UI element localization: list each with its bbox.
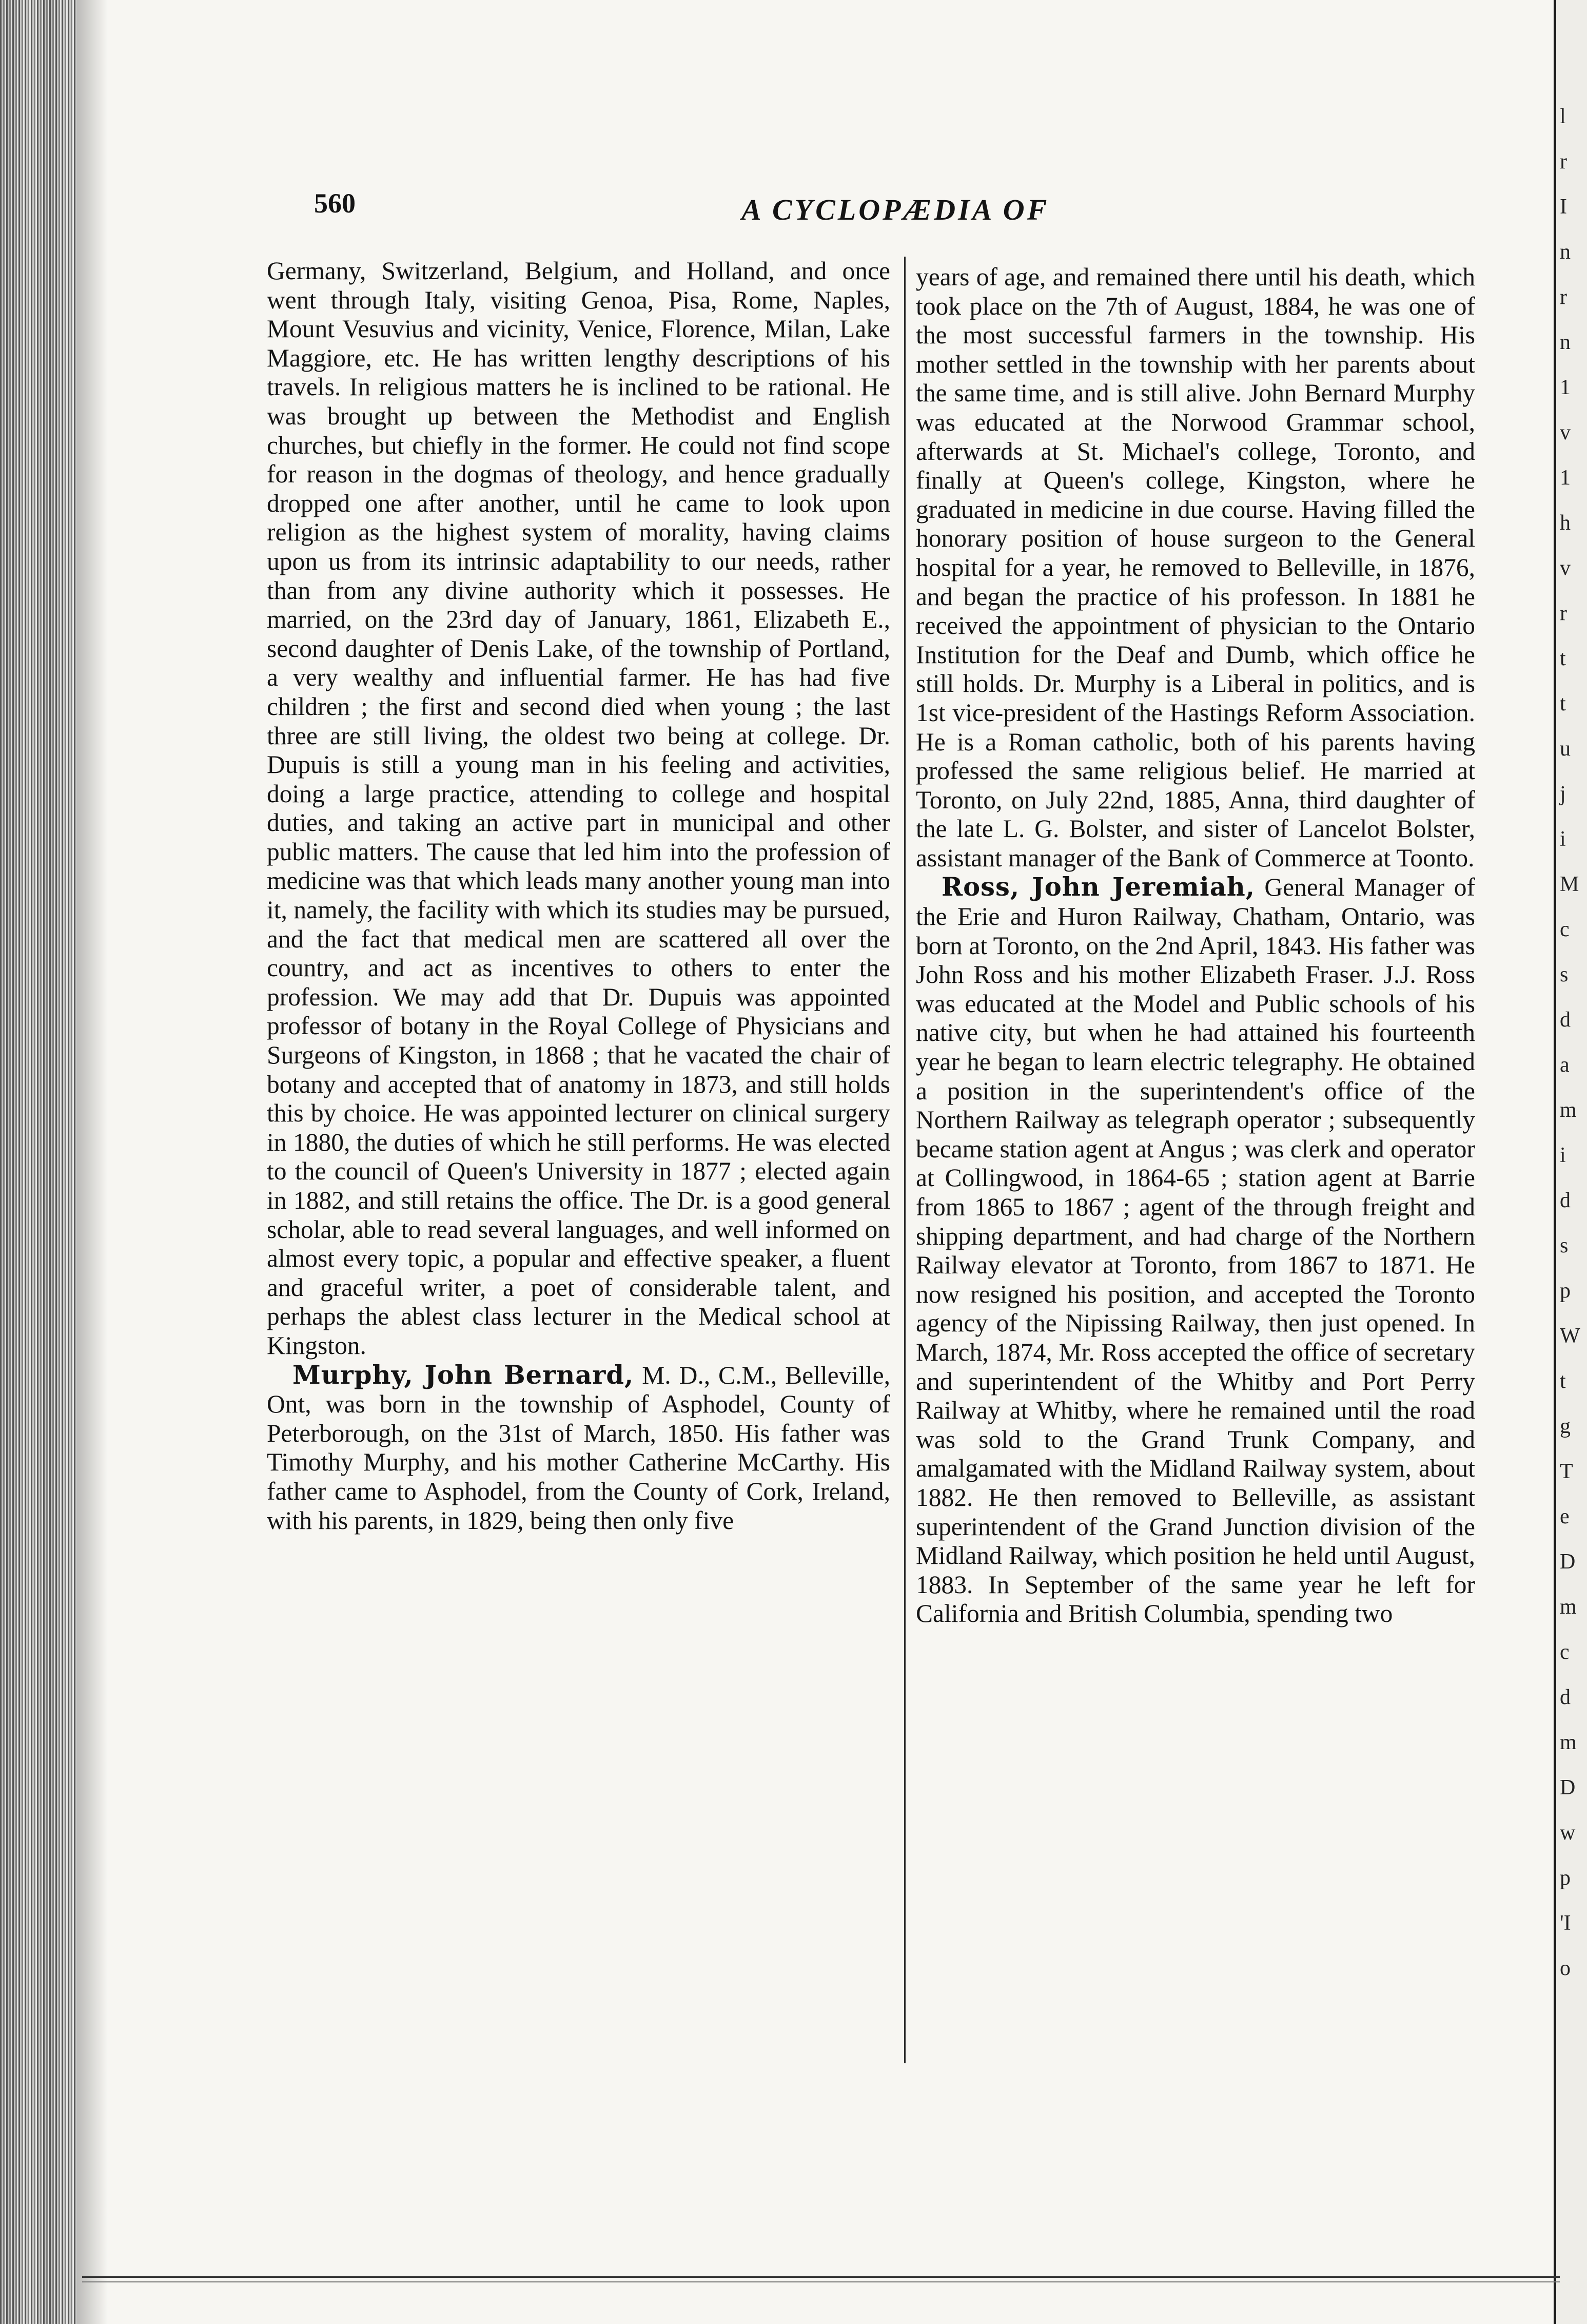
adjacent-page-fragment: D <box>1560 1550 1576 1574</box>
adjacent-page-fragment: r <box>1560 150 1567 173</box>
adjacent-page-fragment: m <box>1560 1731 1577 1754</box>
running-title: A CYCLOPÆDIA OF <box>741 193 1050 226</box>
left-text-column <box>267 257 890 1535</box>
adjacent-page-fragment: I <box>1560 195 1567 219</box>
adjacent-page-fragment: j <box>1560 782 1566 806</box>
gutter-shadow <box>77 0 108 2324</box>
adjacent-page-fragment: M <box>1560 873 1579 896</box>
adjacent-page-fragment: d <box>1560 1008 1571 1032</box>
adjacent-page-fragment: c <box>1560 918 1570 941</box>
adjacent-page-fragment: t <box>1560 692 1566 715</box>
adjacent-page-fragment: r <box>1560 602 1567 625</box>
dupuis-entry-continuation: Germany, Switzerland, Belgium, and Holland, and once went through Italy, visiting Genoa, Pisa, Rome, Naples, Mount Vesuvius and vicinity, Venice, Florence, Milan, Lake Maggiore, etc. He has written lengthy descriptions of his travels. In religious matters he is inclined to be rational. He was brought up between the Methodist and English churches, but chiefly in the former. He could not find scope for reason in the dogmas of theology, and hence gradually dropped one after another, until he came to look upon religion as the highest system of morality, having claims upon us from its intrinsic adaptability to our needs, rather than from any divine authority which it possesses. He married, on the 23rd day of January, 1861, Elizabeth E., second daughter of Denis Lake, of the township of Portland, a very wealthy and influential farmer. He has had five children ; the first and second died when young ; the last three are still living, the oldest two being at college. Dr. Dupuis is still a young man in his feeling and activities, doing a large practice, attending to college and hospital duties, and taking an active part in municipal and other public matters. The cause that led him into the profession of medicine was that which leads many another young man into it, namely, the facility with which its studies may be pursued, and the fact that medical men are scattered all over the country, and act as incentives to others to enter the profession. We may add that Dr. Dupuis was appointed professor of botany in the Royal College of Physicians and Surgeons of Kingston, in 1868 ; that he vacated the chair of botany and accepted that of anatomy in 1873, and still holds this by choice. He was appointed lecturer on clinical surgery in 1880, the duties of which he still performs. He was elected to the council of Queen's University in 1877 ; elected again in 1882, and still retains the office. The Dr. is a good general scholar, able to read several languages, and well informed on almost every topic, a popular and effective speaker, a fluent and graceful writer, a poet of considerable talent, and perhaps the ablest class lecturer in the Medical school at Kingston. <box>267 257 890 1360</box>
bottom-page-edge <box>82 2276 1560 2278</box>
adjacent-page-fragment: d <box>1560 1189 1571 1212</box>
adjacent-page-fragment: T <box>1560 1460 1573 1483</box>
column-divider <box>904 257 906 2063</box>
adjacent-page-text-fragments <box>1560 103 1585 1982</box>
adjacent-page-fragment: w <box>1560 1821 1576 1845</box>
adjacent-page-fragment: e <box>1560 1505 1570 1528</box>
ross-entry-name: Ross, John Jeremiah, <box>942 872 1256 902</box>
adjacent-page-fragment: c <box>1560 1640 1570 1664</box>
adjacent-page-fragment: o <box>1560 1957 1571 1980</box>
adjacent-page-fragment: n <box>1560 331 1571 354</box>
adjacent-page-fragment: D <box>1560 1776 1576 1799</box>
adjacent-page-fragment: i <box>1560 1144 1566 1167</box>
adjacent-page-fragment: 1 <box>1560 466 1571 490</box>
adjacent-page-fragment: p <box>1560 1866 1571 1890</box>
murphy-entry <box>267 1361 890 1536</box>
adjacent-page-fragment: s <box>1560 963 1569 986</box>
adjacent-page-fragment: d <box>1560 1686 1571 1709</box>
bottom-page-edge-shadow <box>82 2281 1560 2282</box>
adjacent-page-fragment: a <box>1560 1053 1570 1077</box>
adjacent-page-fragment: 1 <box>1560 376 1571 399</box>
adjacent-page-fragment: i <box>1560 827 1566 851</box>
page-number: 560 <box>314 188 356 219</box>
adjacent-page-fragment: r <box>1560 285 1567 309</box>
adjacent-page-fragment: m <box>1560 1098 1577 1122</box>
adjacent-page-fragment: n <box>1560 240 1571 264</box>
murphy-entry-text: M. D., C.M., Belleville, Ont, was born in the township of Asphodel, County of Peterborough, on the 31st of March, 1850. His father was Timothy Murphy, and his mother Catherine McCarthy. His father came to Asphodel, from the County of Cork, Ireland, with his parents, in 1829, being then only five <box>267 1361 891 1535</box>
adjacent-page-fragment: v <box>1560 421 1571 444</box>
adjacent-page-fragment: p <box>1560 1279 1571 1303</box>
book-binding-edge <box>0 0 77 2324</box>
ross-entry-text: General Manager of the Erie and Huron Railway, Chatham, Ontario, was born at Toronto, on the 2nd April, 1843. His father was John Ross and his mother Elizabeth Fraser. J.J. Ross was educated at the Model and Public schools of his native city, but when he had attained his fourteenth year he began to learn electric telegraphy. He obtained a position in the superintendent's office of the Northern Railway as telegraph operator ; subsequently became station agent at Angus ; was clerk and operator at Collingwood, in 1864-65 ; station agent at Barrie from 1865 to 1867 ; agent of the through freight and shipping department, and had charge of the Northern Railway elevator at Toronto, from 1867 to 1871. He now resigned his position, and accepted the Toronto agency of the Nipissing Railway, then just opened. In March, 1874, Mr. Ross accepted the office of secretary and superintendent of the Whitby and Port Perry Railway at Whitby, where he remained until the road was sold to the Grand Trunk Company, and amalgamated with the Midland Railway system, about 1882. He then removed to Belleville, as assistant superintendent of the Grand Junction division of the Midland Railway, which position he held until August, 1883. In September of the same year he left for California and British Columbia, spending two <box>916 873 1475 1628</box>
adjacent-page-fragment: s <box>1560 1234 1569 1257</box>
murphy-entry-continuation: years of age, and remained there until his death, which took place on the 7th of August, 1884, he was one of the most successful farmers in the township. His mother settled in the township with her parents about the same time, and is still alive. John Bernard Murphy was educated at the Norwood Grammar school, afterwards at St. Michael's college, Toronto, and finally at Queen's college, Kingston, where he graduated in medicine in due course. Having filled the honorary position of house surgeon to the General hospital for a year, he removed to Belleville, in 1876, and began the practice of his professon. In 1881 he received the appointment of physician to the Ontario Institution for the Deaf and Dumb, which office he still holds. Dr. Murphy is a Liberal in politics, and is 1st vice-president of the Hastings Reform Association. He is a Roman catholic, both of his parents having professed the same religious belief. He married at Toronto, on July 22nd, 1885, Anna, third daughter of the late L. G. Bolster, and sister of Lancelot Bolster, assistant manager of the Bank of Commerce at Toonto. <box>916 263 1475 872</box>
ross-entry <box>916 873 1475 1628</box>
adjacent-page-fragment: g <box>1560 1415 1571 1438</box>
adjacent-page-fragment: h <box>1560 511 1571 535</box>
adjacent-page-fragment: v <box>1560 556 1571 580</box>
adjacent-page-fragment: t <box>1560 647 1566 670</box>
adjacent-page-fragment: u <box>1560 737 1571 761</box>
adjacent-page-fragment: l <box>1560 105 1566 128</box>
murphy-entry-name: Murphy, John Bernard, <box>292 1360 634 1390</box>
adjacent-page-fragment: W <box>1560 1324 1580 1348</box>
adjacent-page-fragment: t <box>1560 1369 1566 1393</box>
adjacent-page-fragment: m <box>1560 1595 1577 1619</box>
right-text-column <box>916 263 1475 1629</box>
adjacent-page-fragment: 'I <box>1560 1911 1571 1935</box>
